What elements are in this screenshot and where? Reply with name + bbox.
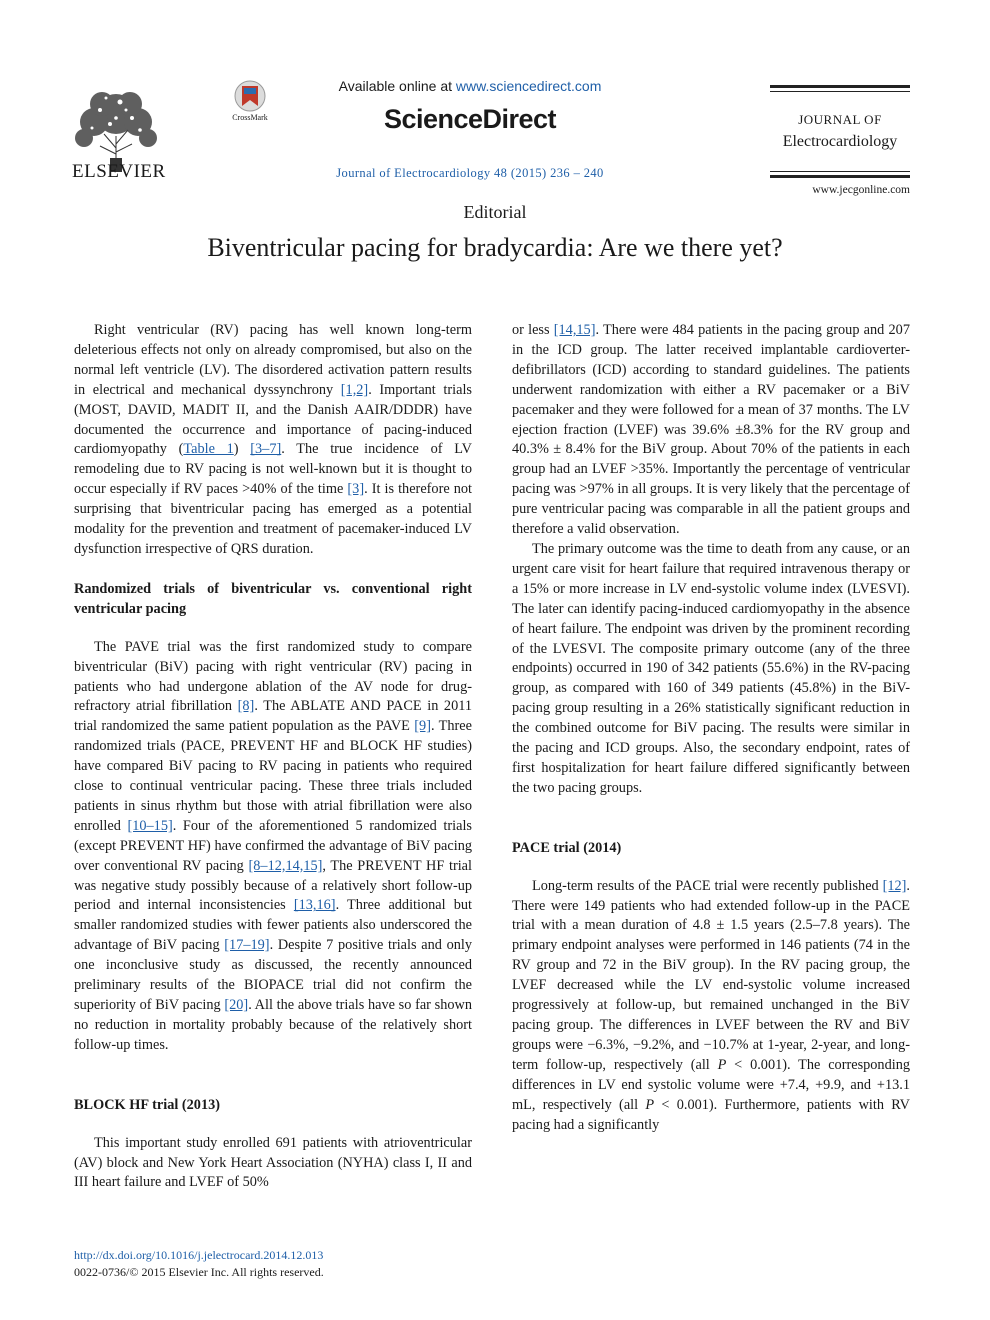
text-run: This important study enrolled 691 patients with atrioventricular (AV) block and New York Heart Association (NYHA) class I, II and III heart failure and LVEF of 50% <box>74 1134 472 1191</box>
right-column <box>512 321 910 1135</box>
paragraph <box>74 638 472 1056</box>
text-run: , The PREVENT HF trial was negative study possibly because of a relatively short follow-up period and internal inconsistencies <box>74 857 472 914</box>
text-run: < 0.001). The corresponding differences in LV end systolic volume were +7.4, +9.9, and +13.1 mL, respectively (all <box>512 1056 910 1113</box>
text-run: . There were 149 patients who had extended follow-up in the PACE trial with a mean duration of 4.8 ± 1.5 years (2.5–7.8 years). The primary endpoint analyses were performed in 146 patients (74 in the RV group and 72 in the BiV group). In the RV pacing group, the LVEF decreased while the LV end-systolic volume increased progressively at follow-up, but remained unchanged in the BiV pacing group. The differences in LVEF between the RV and BiV groups were −6.3%, −9.2%, and −10.7% at 1-year, 2-year, and long-term follow-up, respectively (all <box>512 877 910 1073</box>
section-heading: PACE trial (2014) <box>512 839 622 856</box>
italic-text: P <box>645 1096 655 1113</box>
sciencedirect-link[interactable]: www.sciencedirect.com <box>455 78 602 94</box>
sciencedirect-brand: ScienceDirect <box>383 104 557 134</box>
journal-name: Electrocardiology <box>782 133 898 150</box>
text-run: . Important trials (MOST, DAVID, MADIT II, and the Danish AAIR/DDDR) have documented the occurrence and importance of pacing-induced cardiomyopathy ( <box>74 381 472 458</box>
reference-link[interactable]: [20] <box>224 997 249 1013</box>
article-title: Biventricular pacing for bradycardia: Are we there yet? <box>207 233 783 262</box>
reference-link[interactable]: [10–15] <box>127 817 173 834</box>
text-run: or less <box>512 322 554 338</box>
text-run: . Despite 7 positive trials and only one inconclusive study as discussed, the recently announced preliminary results of the BIOPACE trial did not confirm the superiority of BiV pacing <box>74 937 472 1013</box>
text-run: . The true incidence of LV remodeling due to RV pacing is not well-known but it is thought to occur especially if RV paces >40% of the time <box>74 441 472 498</box>
paragraph <box>74 321 472 560</box>
text-run: . Three randomized trials (PACE, PREVENT HF and BLOCK HF studies) have compared BiV pacing to RV pacing in patients who required close to continual ventricular pacing. These three trials included patients in sinus rhythm but those with atrial fibrillation were also enrolled <box>74 718 472 834</box>
text-run: The PAVE trial was the first randomized study to compare biventricular (BiV) pacing with right ventricular (RV) pacing in patients who had undergone ablation of the AV node for drug-refractory atrial fibrillation <box>74 638 472 715</box>
paragraph <box>74 1134 472 1194</box>
text-run: . Four of the aforementioned 5 randomized trials (except PREVENT HF) have confirmed the advantage of BiV pacing over conventional RV pacing <box>74 817 472 874</box>
text-run: < 0.001). Furthermore, patients with RV pacing had a significantly <box>512 1096 910 1133</box>
text-run: Long-term results of the PACE trial were recently published <box>532 877 883 894</box>
reference-link[interactable]: [14,15] <box>553 322 596 338</box>
journal-rule-bottom <box>770 175 910 178</box>
paragraph <box>512 877 910 1136</box>
article-section-label: Editorial <box>463 202 527 222</box>
paragraph <box>512 321 910 540</box>
copyright-line: 0022-0736/© 2015 Elsevier Inc. All rights reserved. <box>74 1265 324 1279</box>
paragraph <box>512 540 910 799</box>
reference-link[interactable]: [3–7] <box>250 441 282 458</box>
reference-link[interactable]: [9] <box>414 718 431 735</box>
section-heading: BLOCK HF trial (2013) <box>74 1096 220 1113</box>
journal-rule-bottom-thin <box>770 171 910 172</box>
left-column <box>74 321 472 1193</box>
text-run: . Three additional but smaller randomized studies with fewer patients also underscored the advantage of BiV pacing <box>74 897 472 954</box>
available-online-line <box>300 78 640 94</box>
text-run: . The ABLATE AND PACE in 2011 trial randomized the same patient population as the PAVE <box>74 698 472 735</box>
italic-text: P <box>717 1056 727 1073</box>
reference-link[interactable]: [13,16] <box>293 897 336 914</box>
section-heading: Randomized trials of biventricular vs. conventional right ventricular pacing <box>74 580 472 617</box>
crossmark-label: CrossMark <box>232 113 268 122</box>
text-run: . There were 484 patients in the pacing group and 207 in the ICD group. The latter received implantable cardioverter-defibrillators (ICD) according to standard guidelines. The patients underwent randomization with either a RV pacemaker or a BiV pacemaker and they were followed for a mean of 37 months. The LV ejection fraction (LVEF) was 39.6% ±8.3% for the RV group and 40.3% ± 8.4% for the BiV group. About 70% of the patients in each group had an LVEF >35%. Importantly the percentage of ventricular pacing was >97% in all groups. It is very likely that the percentage of pure ventricular pacing was comparable in all the patient groups and therefore a valid observation. <box>512 322 910 538</box>
publisher-wordmark: ELSEVIER <box>72 161 166 182</box>
crossmark-icon[interactable] <box>230 80 270 116</box>
journal-rule-top <box>770 85 910 88</box>
reference-link[interactable]: [3] <box>347 481 365 498</box>
reference-link[interactable]: [1,2] <box>340 381 369 398</box>
journal-rule-top-thin <box>770 91 910 92</box>
journal-citation[interactable]: Journal of Electrocardiology 48 (2015) 236 – 240 <box>336 166 604 180</box>
text-run: ) <box>233 441 251 458</box>
journal-of-label: JOURNAL OF <box>798 112 882 127</box>
text-run: Right ventricular (RV) pacing has well known long-term deleterious effects not only on already compromised, but also on the normal left ventricle (LV). The disordered activation pattern results in electrical and mechanical dyssynchrony <box>74 322 472 398</box>
journal-url[interactable]: www.jecgonline.com <box>812 184 910 196</box>
reference-link[interactable]: [8] <box>237 698 255 715</box>
text-run: . All the above trials have so far shown no reduction in mortality probably because of the relatively short follow-up times. <box>74 997 472 1053</box>
text-run: The primary outcome was the time to death from any cause, or an urgent care visit for heart failure that required intravenous therapy or a 15% or more increase in LV end-systolic volume index (LVESVI). The later can identify pacing-induced cardiomyopathy in the absence of heart failure. The endpoint was driven by the prominent recording of the LVESVI. The composite primary outcome (any of the three endpoints) occurred in 190 of 342 patients (55.6%) in the RV-pacing group, as compared with 160 of 349 patients (45.8%) in the BiV-pacing group resulting in a 26% statistically significant reduction in the combined outcome for BiV pacing. The results were similar in the pacing and ICD groups. Also, the secondary endpoint, rates of first hospitalization for heart failure differed significantly between the two pacing groups. <box>512 540 910 796</box>
available-prefix: Available online at <box>338 78 456 94</box>
reference-link[interactable]: Table 1 <box>183 441 234 458</box>
text-run: . It is therefore not surprising that biventricular pacing has emerged as a potential modality for the prevention and treatment of pacemaker-induced LV dysfunction irrespective of QRS duration. <box>74 481 472 557</box>
reference-link[interactable]: [17–19] <box>224 937 270 954</box>
reference-link[interactable]: [8–12,14,15] <box>248 857 323 874</box>
doi-link[interactable]: http://dx.doi.org/10.1016/j.jelectrocard.2014.12.013 <box>74 1248 324 1262</box>
reference-link[interactable]: [12] <box>882 877 907 894</box>
